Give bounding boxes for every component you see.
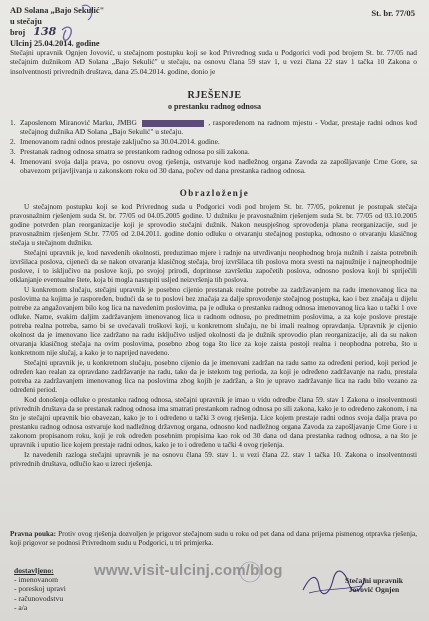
signatory-name: Jovović Ognjen bbox=[348, 585, 400, 594]
document-title: RJEŠENJE bbox=[187, 90, 242, 101]
document-subtitle: o prestanku radnog odnosa bbox=[168, 102, 261, 111]
reasoning-heading: Obrazloženje bbox=[179, 188, 250, 198]
item-number: 3. bbox=[10, 146, 16, 156]
decision-item bbox=[10, 118, 417, 137]
body-paragraph: Stečajni upravnik je, kod navedenih okolnosti, preduzimao mjere i radnje na utvrđivanju neophodnog broja nužnih i zaista potrebnih izvršilaca poslova, cijeneći da se nakon otvaranja klasičnog stečaja, broj izvršilaca tih poslova mora svesti na najnužnije i najneophodnije poslove, i to isključivo na poslove koji, po svojoj prirodi, doprinose završetku započetih poslova, odnosno poslova koji bi spriječili otklanjanje eventualne štete, koja bi mogla nastupiti usljed neizvršenja tih poslova. bbox=[10, 248, 417, 284]
broj-value: 138 bbox=[33, 25, 57, 39]
distribution-item: - poreskoj upravi bbox=[14, 584, 66, 594]
legal-notice bbox=[10, 530, 417, 548]
item-text: Imenovanom radni odnos prestaje zaključno sa 30.04.2014. godine. bbox=[20, 137, 220, 147]
item-number: 2. bbox=[10, 137, 16, 147]
reasoning-body bbox=[10, 203, 417, 470]
redacted-jmbg bbox=[142, 120, 204, 127]
blog-watermark: www.visit-ulcinj.com/blog bbox=[94, 562, 283, 579]
body-paragraph: Iz navedenih razloga stečajni upravnik je na osnovu člana 59. stav 1. u vezi člana 22. stav 1 tačka 10. Zakona o insolventnosti privrednih društava, odlučio kao u izreci rješenja. bbox=[10, 450, 417, 468]
signatory-title: Stečajni upravnik bbox=[344, 576, 403, 585]
decision-item bbox=[10, 147, 417, 156]
company-status: u stečaju bbox=[10, 16, 42, 26]
distribution-item: - računovodstvu bbox=[14, 593, 64, 603]
legal-notice-label: Pravna pouka: bbox=[10, 530, 57, 538]
decision-item bbox=[10, 157, 417, 176]
document-header bbox=[10, 6, 104, 49]
item-number: 4. bbox=[10, 156, 16, 166]
signature-block bbox=[345, 576, 403, 594]
distribution-item: - imenovanom bbox=[14, 575, 59, 585]
distribution-heading: dostavljeno: bbox=[14, 566, 54, 575]
distribution-list bbox=[14, 566, 66, 612]
distribution-item: - a/a bbox=[14, 602, 28, 612]
document-date: Ulcinj 25.04.2014. godine bbox=[10, 38, 100, 48]
item-text: Prestanak radnog odnosa smatra se prestankom radnog odnosa po sili zakona. bbox=[20, 146, 250, 156]
item-text-pre: Zaposlenom Miranović Marku, JMBG bbox=[20, 118, 137, 127]
body-paragraph: Kod donošenja odluke o prestanku radnog odnosa, stečajni upravnik je imao u vidu odredbe člana 59. stav 1 Zakona o insolventnosti privrednih društava da se prestanak radnog odnosa ima smatrati prestankom radnog odnosa po sili zakona, kako je to određeno zakonom, i na što je stečajni upravnik bio obavezan, kako je to i određeno u tački 3 ovog rješenja. Lice kojem prestaje radni odnos svoja dalja prava po prestanku radnog odnosa ostvaruje kod nadležnog državnog organa, odnosno kod nadležnog organa Zavoda za zapošljavanje Crne Gore i u zakonom propisanom roku, koji je rok određen posebnim propisima kao rok od 30 dana od dana prestanka radnog odnosa, a na što je upravnik i uputio lice kojem prestaje radni odnos, kako je to i određeno u tački 4 ovog rješenja. bbox=[10, 395, 417, 449]
body-paragraph: U konkretnom slučaju, stečajni upravnik je posebno cijenio prestanak realne potrebe za zadržavanjem na radu imenovanog lica na poslovima na kojima je raspoređen, budući da se tu poslovi bez značaja za dalje sprovođenje stečajnog postupka, kao i bez značaja u dijelu potrebe za angažovanjem bilo kog lica na navedenim poslovima, pa je odluka o prestanku radnog odnosa imenovanog lica kao u tački 1 ove odluke. Name, svakim daljim zadržavanjem imenovanog lica u radnom odnosu, po predmetnim poslovima, a za koje poslove prestaje potreba realna potreba, samo bi se uvećavali troškovi koji, u konkretnom slučaju, ne bi imali realnog opravdanja. Upravnik je cijenio okolnost da je imenovano lice zadržano na radu isključivo usljed okolnosti da je dužnik sprovodio plan reorganizacije, ali da su nakon otvaranja klasičnog stečaja na ovim poslovima, posebno zbog toga što lice za koje zaista postoji realna i neophodna potreba, što u konkretnom nije slučaj, a kako je to naprijed navedeno. bbox=[10, 285, 417, 357]
case-number: St. br. 77/05 bbox=[371, 8, 415, 18]
item-text-post: , raspoređenom na radnom mjestu - Vodar, prestaje radni odnos kod stečajnog dužnika AD Solana „Bajo Sekulić" u stečaju. bbox=[20, 118, 417, 137]
body-paragraph: Stečajni upravnik je, u konkretnom slučaju, posebno cijenio da je imenovani zadržan na radu samo za određeni period, koji period je određen kao realan za opravdano zadržavanje na radu, tako da je istekom tog perioda, za koji je određeno zadržavanje na radu, prestala potreba za zadržavanjem imenovanog lica na poslovima zbog kojih je zadržan, a što je upravo zadržavanje lica na radu bilo vezano za određeni period. bbox=[10, 358, 417, 394]
body-paragraph: U stečajnom postupku koji se kod Privrednog suda u Podgorici vodi pod brojem St. br. 77/05, pokrenut je postupak stečaja pravosnažnim rješenjem suda St. br. 77/05 od 04.05.2005 godine. U dužniku je pravosnažnim rješenjem suda St. br. 77/05 od 03.10.2005 godine potvrđen plan reorganizacije koji je sprovodio stečajni dužnik. Nakon neuspješnog sprovođenja plana reorganizacije, sud je pravosnažnim rješenjem St.br. 77/05 od 2.04.2011. godine donio odluku o otvaranju stečajnog postupka, odnosno o otvaranju klasičnog stečaja u stečajnom dužniku. bbox=[10, 203, 417, 247]
legal-notice-text: Protiv ovog rješenja dozvoljen je prigovor stečajnom sudu u roku od pet dana od dana prijema pismenog otpravka rješenja, koji prigovor se podnosi Privrednom sudu u Podgorici, u tri primjerka. bbox=[10, 530, 417, 547]
item-number: 1. bbox=[10, 118, 16, 127]
reference-number bbox=[10, 27, 104, 39]
company-name: AD Solana „Bajo Sekulić" bbox=[10, 6, 105, 15]
decision-item bbox=[10, 137, 417, 146]
decision-items bbox=[10, 118, 417, 176]
broj-label: broj bbox=[10, 28, 26, 38]
intro-paragraph: Stečajni upravnik Ognjen Jovović, u stečajnom postupku koji se kod Privrednog suda u Podgorici vodi pod brojem St. br. 77/05 nad stečajnim dužnikom AD Solana „Bajo Sekulić" u stečaju, na osnovu člana 59 stav 1, u vezi člana 22 stav 1 tačka 10 Zakona o insolventnosti privrednih društava, dana 25.04.2014. godine, donio je bbox=[10, 48, 417, 76]
item-text: Imenovani svoja dalja prava, po osnovu ovog rješenja, ostvaruje kod nadležnog organa Zavoda za zapošljavanje Crne Gore, sa obavezom prijavljivanja u zakonskom roku od 30 dana, počev od dana prestanka radnog odnosa. bbox=[20, 156, 417, 175]
